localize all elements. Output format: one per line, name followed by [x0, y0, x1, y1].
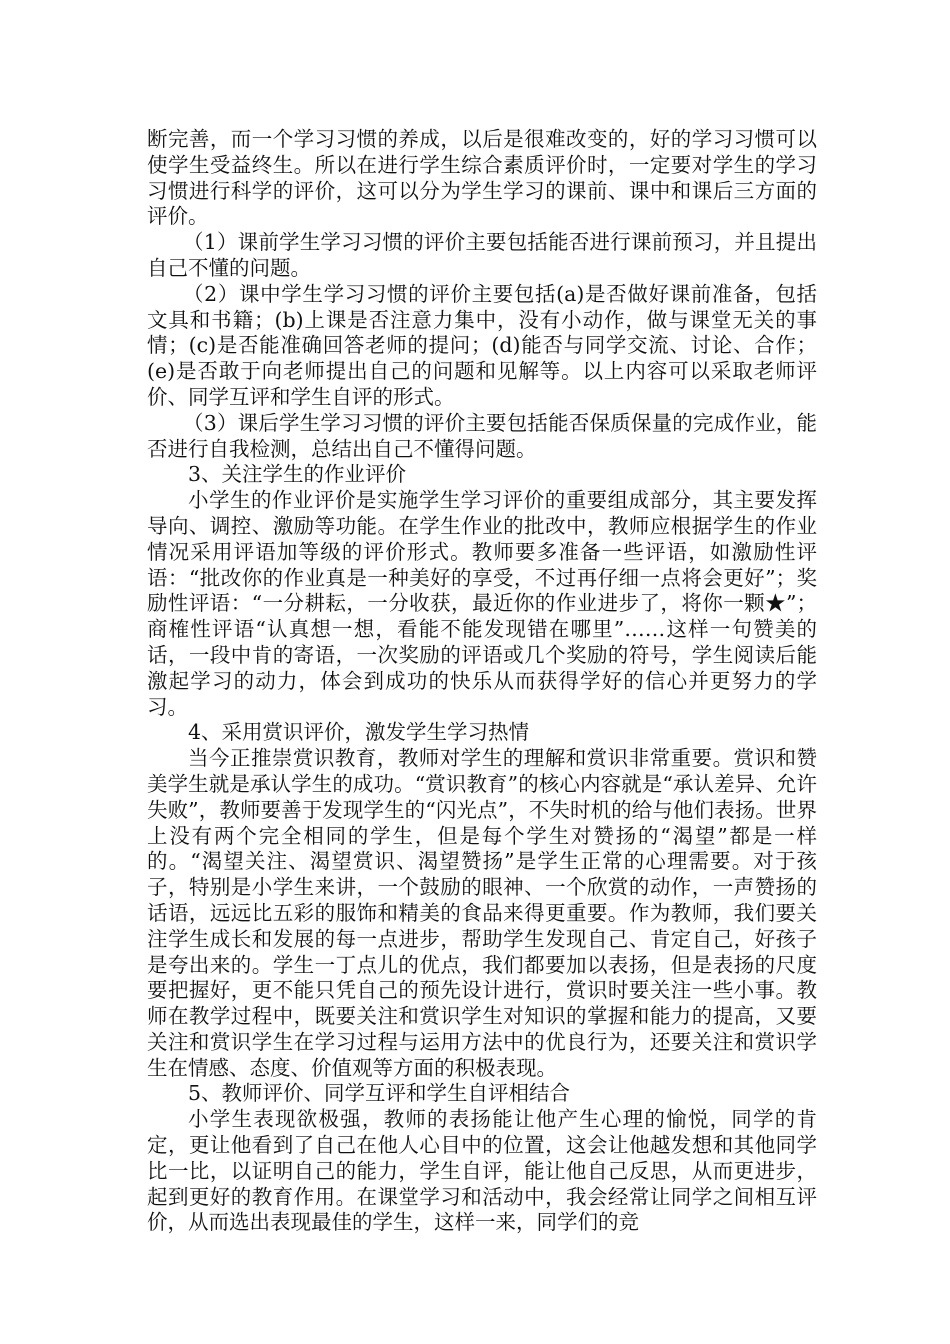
paragraph-in-class-habits: （2）课中学生学习习惯的评价主要包括(a)是否做好课前准备，包括文具和书籍；(b)上课是否注意力集中，没有小动作，做与课堂无关的事情；(c)是否能准确回答老师的提问；(d)能否与同学交流、讨论、合作；(e)是否敢于向老师提出自己的问题和见解等。以上内容可以采取老师评价、同学互评和学生自评的形式。 — [147, 281, 817, 409]
paragraph-after-class-habits: （3）课后学生学习习惯的评价主要包括能否保质保量的完成作业，能否进行自我检测，总结出自己不懂得问题。 — [147, 410, 817, 461]
section-heading-appreciation: 4、采用赏识评价，激发学生学习热情 — [188, 720, 530, 745]
section-heading-homework: 3、关注学生的作业评价 — [188, 462, 407, 487]
paragraph-habits-intro: 断完善，而一个学习习惯的养成，以后是很难改变的，好的学习习惯可以使学生受益终生。所以在进行学生综合素质评价时，一定要对学生的学习习惯进行科学的评价，这可以分为学生学习的课前、课中和课后三方面的评价。 — [147, 127, 817, 229]
section-heading-combined-evaluation: 5、教师评价、同学互评和学生自评相结合 — [188, 1081, 571, 1106]
paragraph-appreciation-education: 当今正推崇赏识教育，教师对学生的理解和赏识非常重要。赏识和赞美学生就是承认学生的成功。“赏识教育”的核心内容就是“承认差异、允许失败”，教师要善于发现学生的“闪光点”，不失时机的给与他们表扬。世界上没有两个完全相同的学生，但是每个学生对赞扬的“渴望”都是一样的。“渴望关注、渴望赏识、渴望赞扬”是学生正常的心理需要。对于孩子，特别是小学生来讲，一个鼓励的眼神、一个欣赏的动作，一声赞扬的话语，远远比五彩的服饰和精美的食品来得更重要。作为教师，我们要关注学生成长和发展的每一点进步，帮助学生发现自己、肯定自己，好孩子是夸出来的。学生一丁点儿的优点，我们都要加以表扬，但是表扬的尺度要把握好，更不能只凭自己的预先设计进行，赏识时要关注一些小事。教师在教学过程中，既要关注和赏识学生对知识的掌握和能力的提高，又要关注和赏识学生在学习过程与运用方法中的优良行为，还要关注和赏识学生在情感、态度、价值观等方面的积极表现。 — [147, 746, 817, 1080]
paragraph-combined-evaluation: 小学生表现欲极强，教师的表扬能让他产生心理的愉悦，同学的肯定，更让他看到了自己在他人心目中的位置，这会让他越发想和其他同学比一比，以证明自己的能力，学生自评，能让他自己反思，从而更进步，起到更好的教育作用。在课堂学习和活动中，我会经常让同学之间相互评价，从而选出表现最佳的学生，这样一来，同学们的竞 — [147, 1107, 817, 1235]
paragraph-homework-evaluation: 小学生的作业评价是实施学生学习评价的重要组成部分，其主要发挥导向、调控、激励等功能。在学生作业的批改中，教师应根据学生的作业情况采用评语加等级的评价形式。教师要多准备一些评语，如激励性评语：“批改你的作业真是一种美好的享受，不过再仔细一点将会更好”；奖励性评语：“一分耕耘，一分收获，最近你的作业进步了，将你一颗★”；商榷性评语“认真想一想，看能不能发现错在哪里”……这样一句赞美的话，一段中肯的寄语，一次奖励的评语或几个奖励的符号，学生阅读后能激起学习的动力，体会到成功的快乐从而获得学好的信心并更努力的学习。 — [147, 488, 817, 719]
paragraph-pre-class-habits: （1）课前学生学习习惯的评价主要包括能否进行课前预习，并且提出自己不懂的问题。 — [147, 230, 817, 280]
document-body — [147, 127, 817, 1236]
